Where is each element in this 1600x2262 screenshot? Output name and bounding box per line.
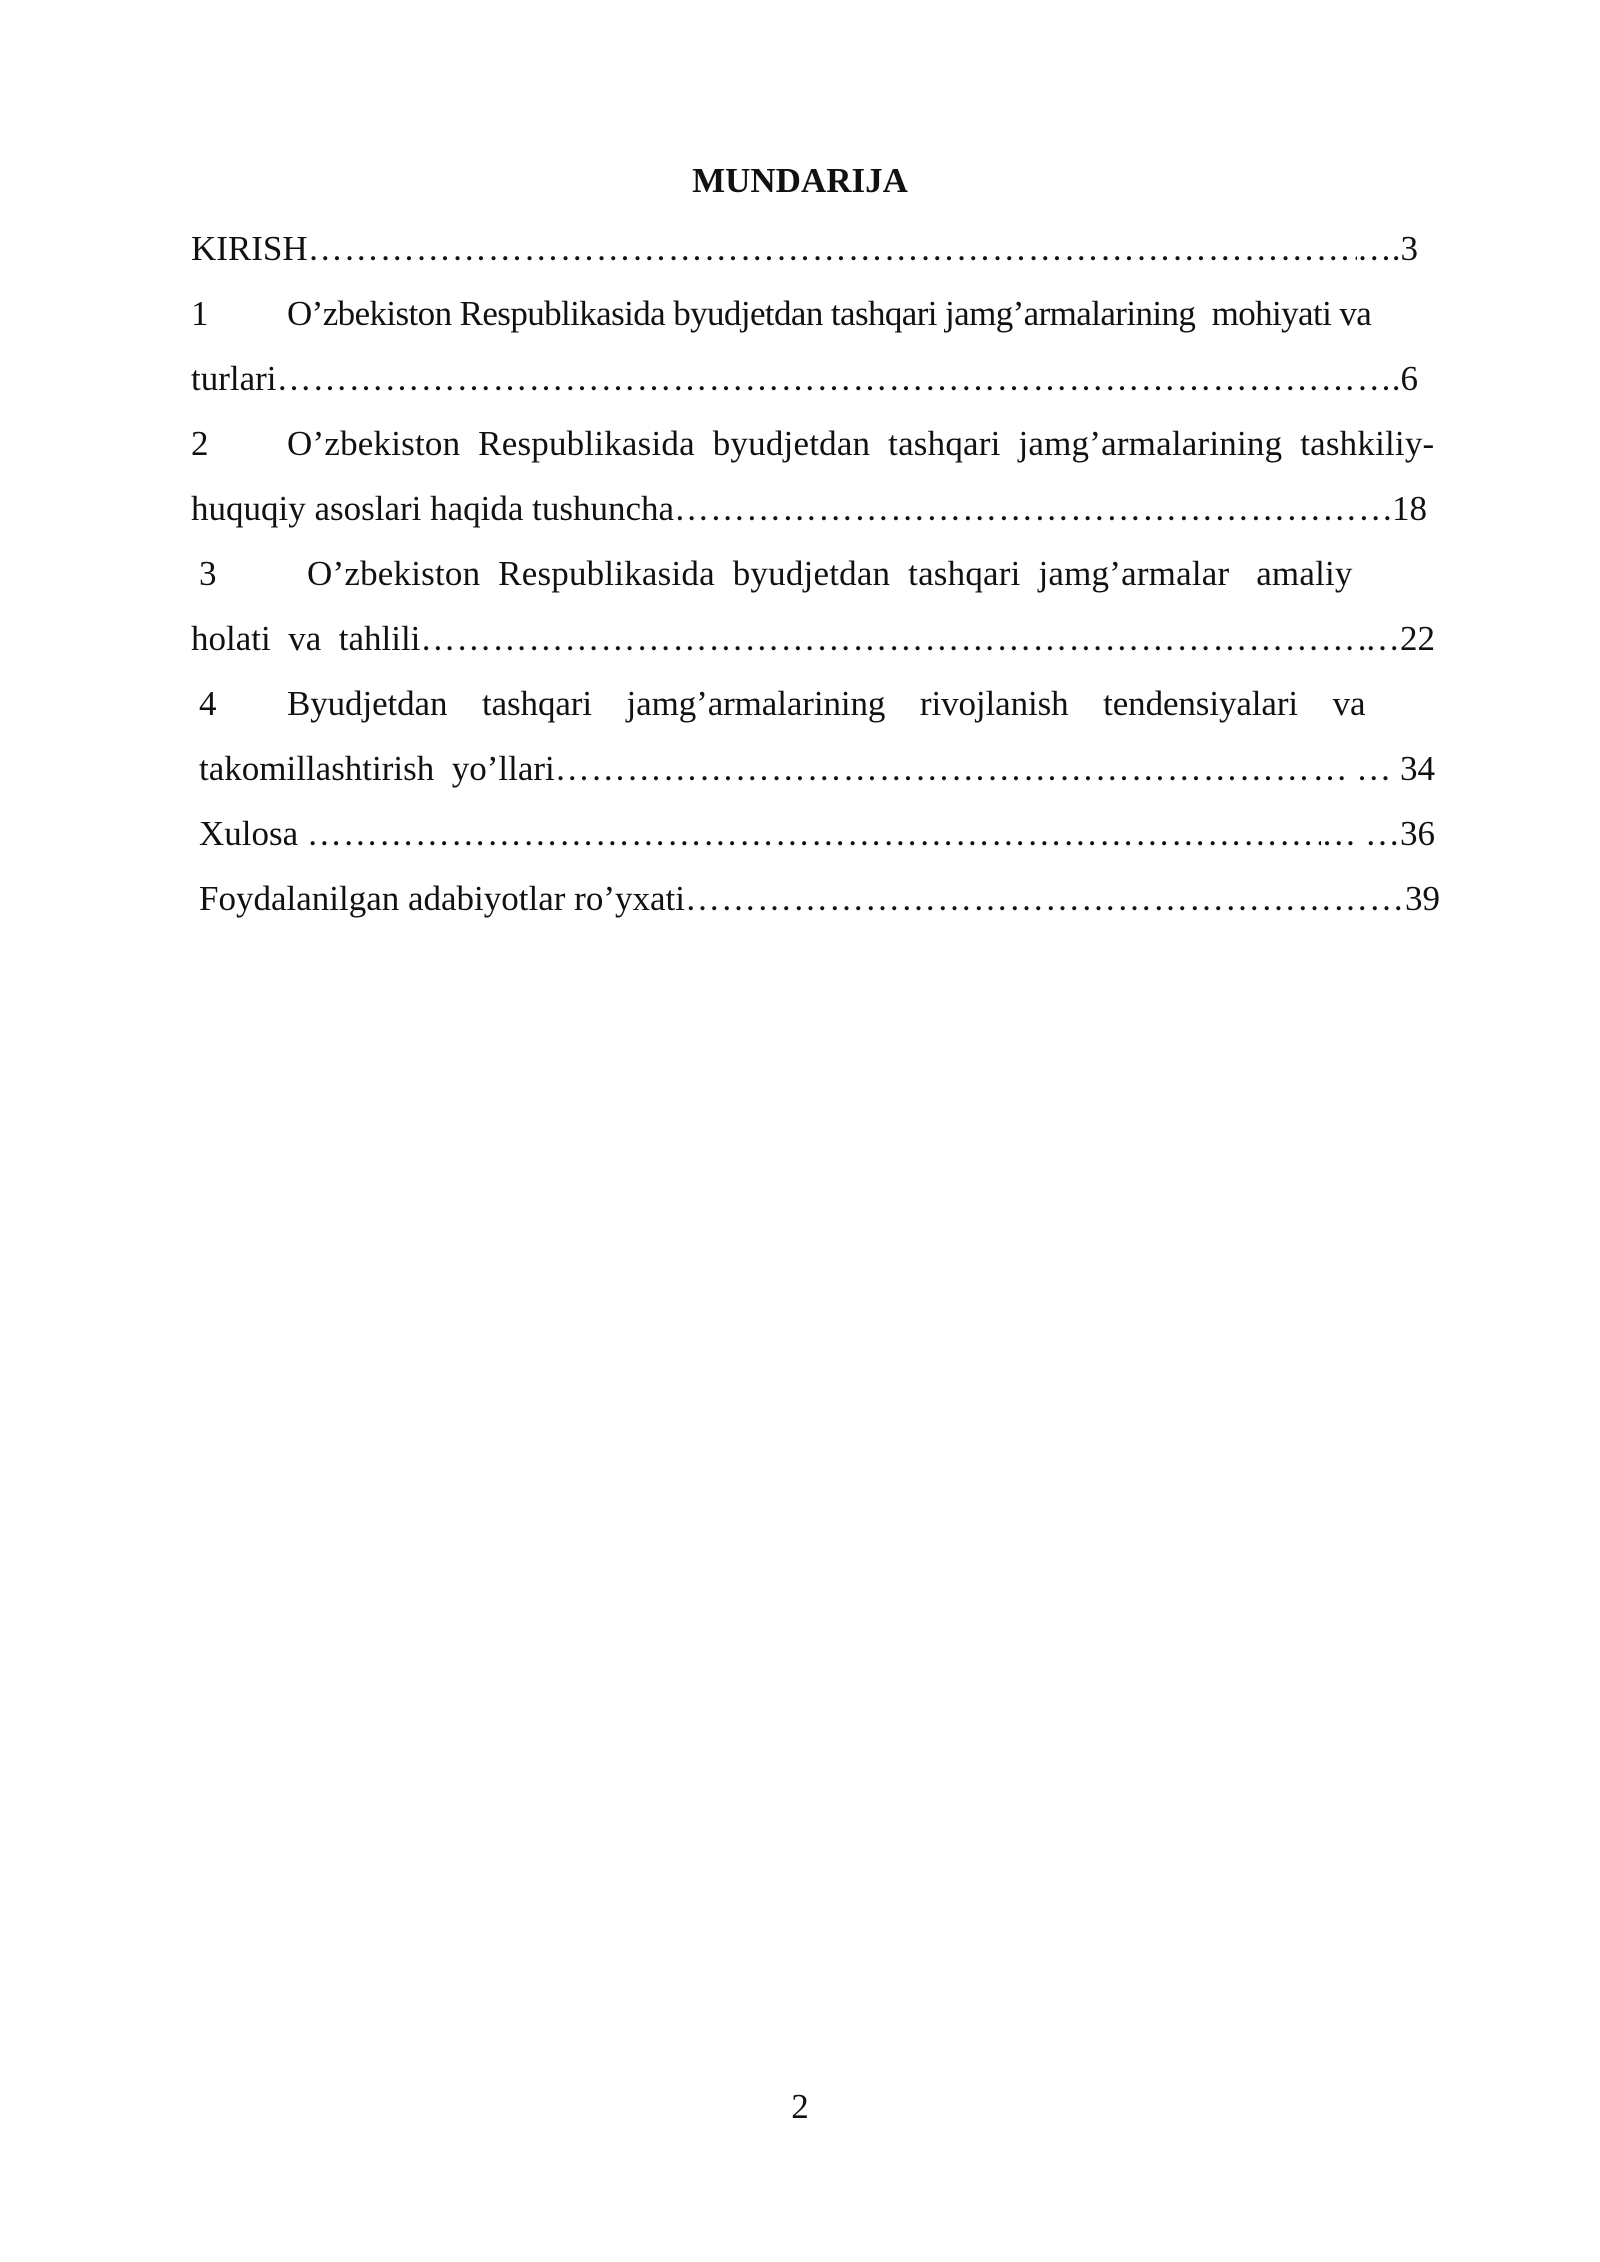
toc-entry-label: KIRISH [191,229,308,268]
toc-page-number: ….6 [1356,359,1418,398]
toc-page-number: …22 [1365,619,1435,658]
toc-entry-section-4[interactable] [199,681,1435,727]
leader-dots [555,746,1313,792]
toc-page-number: … …36 [1321,814,1435,853]
toc-page-number: 39 [1405,879,1440,918]
toc-entry-references[interactable] [199,876,1440,922]
leader-dots [674,486,1392,532]
toc-entry-section-2-cont[interactable] [191,486,1427,532]
toc-entry-section-1-cont[interactable] [191,356,1418,402]
page-number: 2 [791,2087,809,2126]
toc-entry-section-1[interactable] [191,291,1491,337]
toc-entry-section-4-cont[interactable] [199,746,1435,792]
toc-entry-label: Xulosa [199,814,307,853]
toc-section-number: 2 [191,424,209,463]
toc-entry-label: holati va tahlili [191,619,421,658]
leader-dots [308,226,1357,272]
toc-entry-kirish[interactable] [191,226,1418,272]
toc-entry-label: takomillashtirish yo’llari [199,749,555,788]
toc-section-number: 4 [199,684,217,723]
toc-entry-label: huquqiy asoslari haqida tushuncha [191,489,675,528]
toc-entry-label: Byudjetdan tashqari jamg’armalarining rivojlanish tendensiyalari va [287,684,1366,723]
toc-section-number: 3 [199,554,217,593]
toc-entry-label: turlari [191,359,277,398]
toc-entry-label: O’zbekiston Respublikasida byudjetdan tashqari jamg’armalar amaliy [307,554,1353,593]
toc-page-number: 18 [1392,489,1427,528]
leader-dots [277,356,1357,402]
toc-entry-section-3[interactable] [199,551,1435,597]
toc-section-number: 1 [191,294,209,333]
toc-title: MUNDARIJA [692,161,908,200]
leader-dots [420,616,1365,662]
toc-page-number: … … 34 [1312,749,1435,788]
toc-entry-section-3-cont[interactable] [191,616,1435,662]
toc-entry-label: O’zbekiston Respublikasida byudjetdan tashqari jamg’armalarining mohiyati va [287,294,1372,333]
toc-entry-label: Foydalanilgan adabiyotlar ro’yxati [199,879,685,918]
leader-dots [307,811,1321,857]
toc-entry-xulosa[interactable] [199,811,1435,857]
leader-dots [685,876,1405,922]
toc-entry-section-2[interactable] [191,421,1491,467]
toc-page-number: ….3 [1356,229,1418,268]
toc-entry-label: O’zbekiston Respublikasida byudjetdan tashqari jamg’armalarining tashkiliy- [287,424,1435,463]
